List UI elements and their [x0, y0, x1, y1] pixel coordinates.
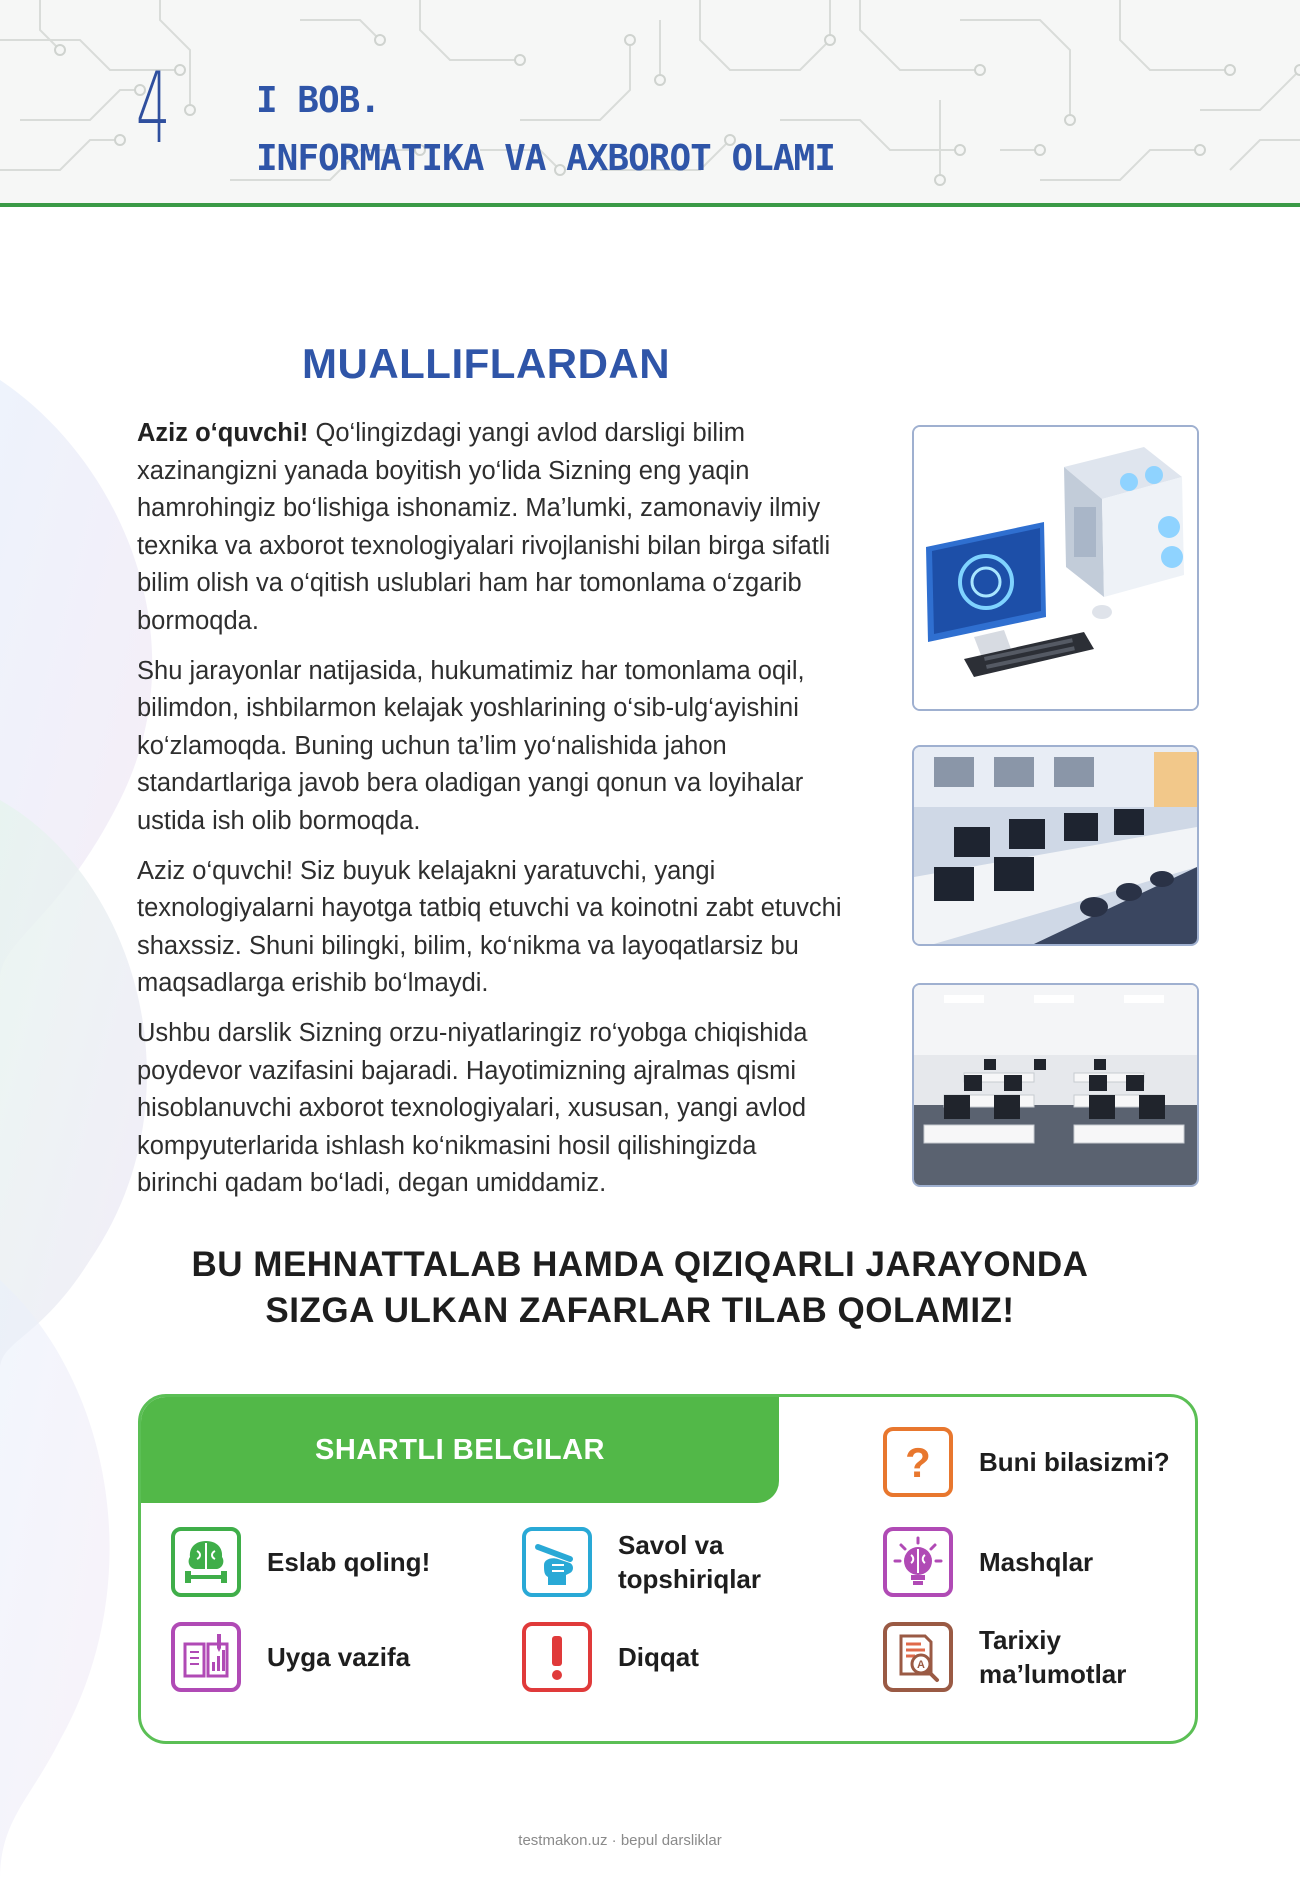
legend-label: Uyga vazifa	[267, 1642, 411, 1672]
brain-bulb-icon	[883, 1527, 953, 1597]
legend-label: Savol va topshiriqlar	[618, 1530, 762, 1594]
legend-header	[141, 1397, 779, 1503]
computer-illustration	[912, 425, 1199, 711]
legend-item-remember	[171, 1527, 430, 1597]
hand-pen-icon	[522, 1527, 592, 1597]
document-magnifier-icon	[883, 1622, 953, 1692]
svg-text:?: ?	[905, 1440, 931, 1484]
legend-item-questions-tasks	[522, 1527, 768, 1597]
brain-dumbbell-icon	[171, 1527, 241, 1597]
paragraph-3: Aziz o‘quvchi! Siz buyuk kelajakni yaratuvchi, yangi texnologiyalarni hayotga tatbiq etuvchi va koinotni zabt etuvchi shaxssiz. Shuni bilingki, bilim, ko‘nikma va layoqatlarsiz bu maqsadlarga erishib bo‘lmaydi.	[137, 856, 842, 998]
paragraph-1	[137, 415, 843, 641]
legend-label: Mashqlar	[979, 1547, 1094, 1577]
legend-item-attention	[522, 1622, 699, 1692]
chapter-title: INFORMATIKA VA AXBOROT OLAMI	[256, 138, 835, 179]
svg-text:A: A	[917, 1659, 925, 1671]
legend-box	[138, 1394, 1198, 1744]
header-divider	[0, 203, 1300, 207]
page-number: 4	[136, 52, 171, 166]
closing-wish	[140, 1242, 1140, 1334]
book-chart-icon	[171, 1622, 241, 1692]
legend-item-historical-info	[883, 1622, 1129, 1692]
legend-title: SHARTLI BELGILAR	[315, 1434, 605, 1466]
chapter-heading	[256, 72, 835, 188]
legend-item-homework	[171, 1622, 410, 1692]
computer-lab-photo	[912, 745, 1199, 946]
legend-item-did-you-know	[883, 1427, 1170, 1497]
closing-wish-line-1: BU MEHNATTALAB HAMDA QIZIQARLI JARAYONDA	[191, 1245, 1089, 1284]
legend-label: Buni bilasizmi?	[979, 1447, 1170, 1477]
paragraph-2: Shu jarayonlar natijasida, hukumatimiz har tomonlama oqil, bilimdon, ishbilarmon kelajak yoshlarining o‘sib-ulg‘ayishini ko‘zlamoqda. Buning uchun ta’lim yo‘nalishida jahon standartlariga javob bera oladigan yangi qonun va loyihalar ustida ish olib bormoqda.	[137, 656, 805, 835]
closing-wish-line-2: SIZGA ULKAN ZAFARLAR TILAB QOLAMIZ!	[265, 1291, 1015, 1330]
classroom-photo	[912, 983, 1199, 1187]
paragraph-1-text: Qo‘lingizdagi yangi avlod darsligi bilim xazinangizni yanada boyitish yo‘lida Sizning eng yaqin hamrohingiz bo‘lishiga ishonamiz. Ma’lumki, zamonaviy ilmiy texnika va axborot texnologiyalari rivojlanishi bilan birga sifatli bilim olish va o‘qitish uslublari ham har tomonlama o‘zgarib bormoqda.	[137, 419, 831, 635]
legend-label: Diqqat	[618, 1642, 699, 1672]
question-icon	[883, 1427, 953, 1497]
legend-label: Tarixiy ma’lumotlar	[979, 1625, 1127, 1689]
legend-label: Eslab qoling!	[267, 1547, 431, 1577]
legend-item-exercises	[883, 1527, 1093, 1597]
paragraph-4: Ushbu darslik Sizning orzu-niyatlaringiz ro‘yobga chiqishida poydevor vazifasini bajaradi. Hayotimizning ajralmas qismi hisoblanuvchi axborot texnologiyalari, xususan, yangi avlod kompyuterlarida ishlash ko‘nikmasini hosil qilishingizda birinchi qadam bo‘ladi, degan umiddamiz.	[137, 1018, 808, 1198]
greeting: Aziz o‘quvchi!	[137, 419, 309, 447]
footer: testmakon.uz · bepul darsliklar	[518, 1832, 722, 1849]
body-text	[137, 415, 843, 1215]
page-header	[0, 0, 1300, 204]
chapter-number: I BOB.	[256, 80, 381, 121]
section-title: MUALLIFLARDAN	[302, 340, 671, 387]
exclamation-icon	[522, 1622, 592, 1692]
